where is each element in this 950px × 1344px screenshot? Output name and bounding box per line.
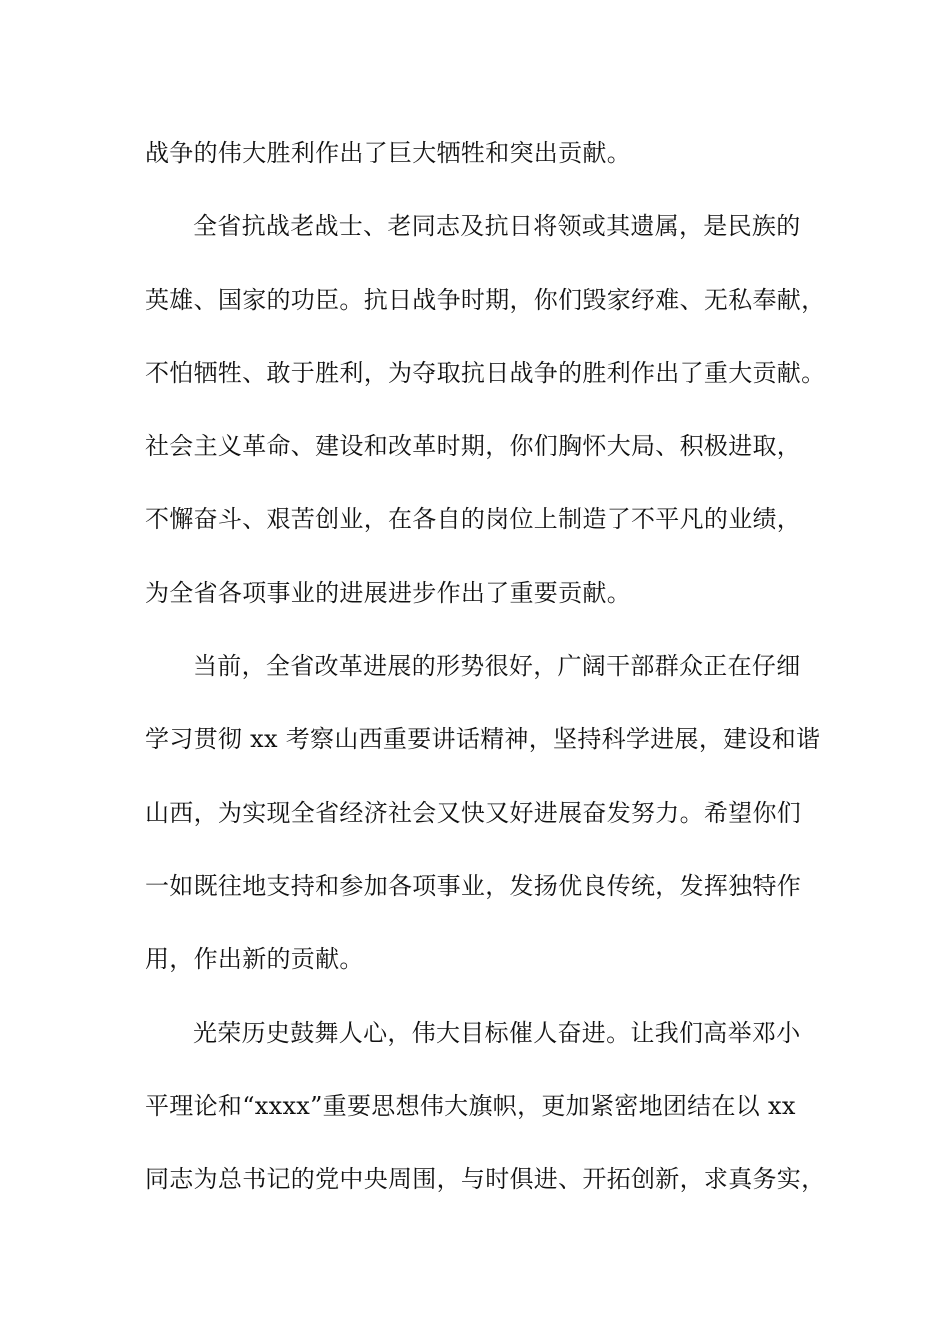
paragraph-line: 山西，为实现全省经济社会又快又好进展奋发努力。希望你们 (145, 798, 802, 827)
paragraph-line: 平理论和“xxxx”重要思想伟大旗帜，更加紧密地团结在以 xx (145, 1091, 796, 1120)
paragraph-line: 用，作出新的贡献。 (145, 945, 364, 974)
paragraph-line: 战争的伟大胜利作出了巨大牺牲和突出贡献。 (145, 139, 631, 167)
paragraph-line: 社会主义革命、建设和改革时期，你们胸怀大局、积极进取， (145, 432, 802, 461)
paragraph-line: 学习贯彻 xx 考察山西重要讲话精神，坚持科学进展，建设和谐 (145, 725, 821, 754)
paragraph-line: 同志为总书记的党中央周围，与时俱进、开拓创新，求真务实， (145, 1165, 826, 1194)
paragraph-line: 不懈奋斗、艰苦创业，在各自的岗位上制造了不平凡的业绩， (145, 505, 802, 534)
paragraph-line: 为全省各项事业的进展进步作出了重要贡献。 (145, 578, 631, 607)
document-body (145, 133, 845, 1232)
paragraph-line: 英雄、国家的功臣。抗日战争时期，你们毁家纾难、无私奉献， (145, 285, 826, 314)
paragraph-line: 当前，全省改革进展的形势很好，广阔干部群众正在仔细 (193, 652, 801, 681)
paragraph-line: 光荣历史鼓舞人心，伟大目标催人奋进。让我们高举邓小 (193, 1018, 801, 1047)
paragraph-line: 全省抗战老战士、老同志及抗日将领或其遗属，是民族的 (193, 212, 801, 241)
paragraph-line: 一如既往地支持和参加各项事业，发扬优良传统，发挥独特作 (145, 871, 802, 900)
paragraph-line: 不怕牺牲、敢于胜利，为夺取抗日战争的胜利作出了重大贡献。 (145, 358, 826, 387)
